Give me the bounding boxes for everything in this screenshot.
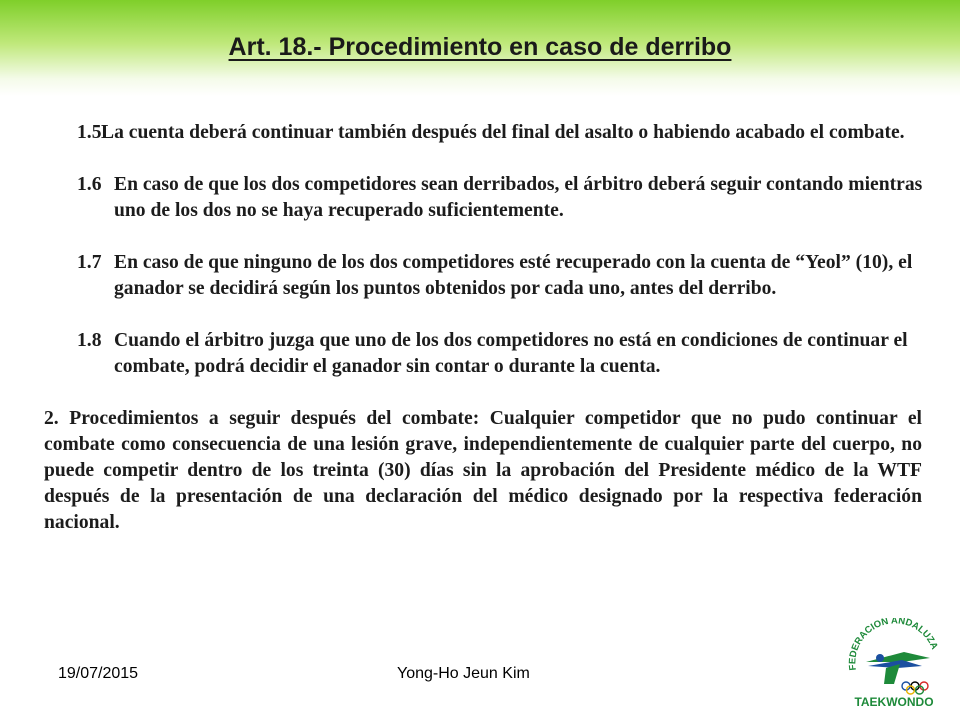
item-text: Cuando el árbitro juzga que uno de los dos competidores no está en condiciones de continuar el combate, podrá decidir el ganador sin contar o durante la cuenta. — [114, 330, 908, 377]
item-text: En caso de que ninguno de los dos competidores esté recuperado con la cuenta de “Yeol” (10), el ganador se decidirá según los puntos obtenidos por cada uno, antes del derribo. — [114, 252, 913, 299]
item-number: 1.8 — [77, 330, 102, 351]
federation-logo — [842, 618, 946, 710]
item-number: 1.7 — [77, 252, 102, 273]
list-item — [44, 172, 924, 224]
item-text: La cuenta deberá continuar también después del final del asalto o habiendo acabado el combate. — [101, 122, 905, 143]
list-item — [44, 250, 924, 302]
footer-date: 19/07/2015 — [58, 665, 139, 682]
paragraph-2: 2. Procedimientos a seguir después del combate: Cualquier competidor que no pudo continuar el combate como consecuencia de una lesión grave, independientemente de cualquier parte del cuerpo, no puede competir dentro de los treinta (30) días sin la aprobación del Presidente médico de la WTF después de la presentación de una declaración del médico designado por la respectiva federación nacional. — [44, 408, 922, 533]
logo-bottom-text: TAEKWONDO — [854, 695, 934, 709]
olympic-rings-icon — [902, 682, 928, 694]
list-item — [44, 328, 924, 380]
item-text: En caso de que los dos competidores sean derribados, el árbitro deberá seguir contando mientras uno de los dos no se haya recuperado suficientemente. — [114, 174, 923, 221]
item-number: 1.6 — [77, 174, 102, 195]
logo-top-text: FEDERACION ANDALUZA — [847, 618, 940, 671]
item-number: 1.5 — [77, 122, 102, 143]
footer-author: Yong-Ho Jeun Kim — [397, 665, 530, 682]
document-image — [44, 120, 924, 536]
slide-title: Art. 18.- Procedimiento en caso de derribo — [228, 33, 732, 61]
list-item — [44, 120, 924, 146]
taekwondo-figure-icon — [866, 652, 930, 684]
